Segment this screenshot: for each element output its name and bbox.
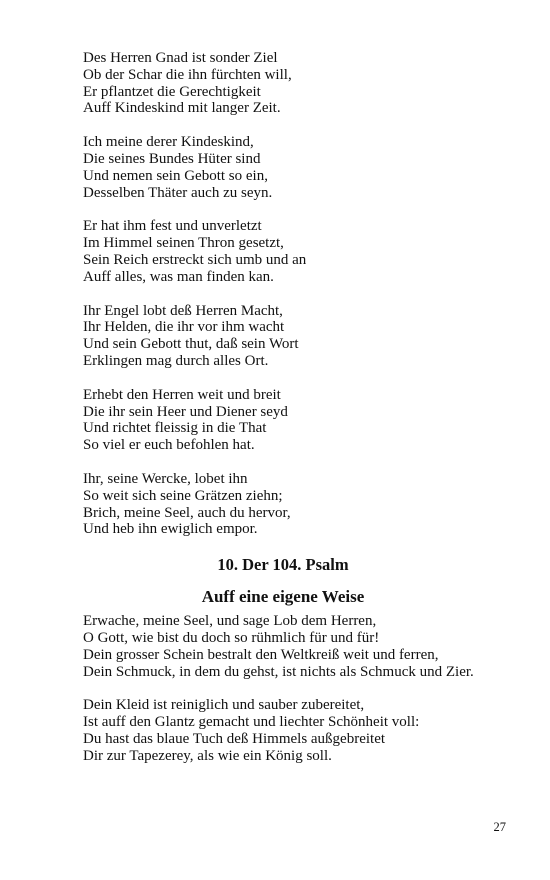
verse-line: Erwache, meine Seel, und sage Lob dem Herren, [83,613,377,630]
verse-line: Sein Reich erstreckt sich umb und an [83,251,307,268]
stanza [83,613,513,680]
verse-line: Dir zur Tapezerey, als wie ein König soll. [83,747,332,764]
verse-line: Brich, meine Seel, auch du hervor, [83,504,291,521]
stanza [83,471,513,538]
verse-line: Und sein Gebott thut, daß sein Wort [83,336,299,353]
verse-line: Und richtet fleissig in die That [83,420,267,437]
verse-line: Er hat ihm fest und unverletzt [83,218,262,235]
verse-line: Ich meine derer Kindeskind, [83,134,254,151]
stanza [83,218,513,285]
stanza [83,303,513,370]
verse-line: Erhebt den Herren weit und breit [83,386,281,403]
verse-line: Ob der Schar die ihn fürchten will, [83,66,292,83]
poem-part-one [83,50,513,538]
verse-line: Er pflantzet die Gerechtigkeit [83,83,261,100]
page-content [83,50,513,782]
psalm-heading: 10. Der 104. Psalm [217,555,349,575]
verse-line: Und nemen sein Gebott so ein, [83,167,268,184]
verse-line: O Gott, wie bist du doch so rühmlich für und für! [83,629,380,646]
stanza [83,387,513,454]
verse-line: Ihr Helden, die ihr vor ihm wacht [83,319,285,336]
verse-line: Du hast das blaue Tuch deß Himmels außgebreitet [83,730,386,747]
verse-line: Des Herren Gnad ist sonder Ziel [83,50,278,66]
verse-line: So weit sich seine Grätzen ziehn; [83,487,283,504]
verse-line: Desselben Thäter auch zu seyn. [83,184,273,201]
verse-line: Die ihr sein Heer und Diener seyd [83,403,288,420]
verse-line: Dein Kleid ist reiniglich und sauber zubereitet, [83,697,365,714]
verse-line: Ist auff den Glantz gemacht und liechter Schönheit voll: [83,714,420,731]
stanza [83,697,513,764]
verse-line: So viel er euch befohlen hat. [83,437,255,454]
verse-line: Und heb ihn ewiglich empor. [83,521,258,538]
verse-line: Auff Kindeskind mit langer Zeit. [83,100,281,117]
page-number: 27 [493,820,506,834]
verse-line: Die seines Bundes Hüter sind [83,150,261,167]
verse-line: Ihr Engel lobt deß Herren Macht, [83,302,283,319]
verse-line: Dein grosser Schein bestralt den Weltkreiß weit und ferren, [83,646,439,663]
verse-line: Ihr, seine Wercke, lobet ihn [83,470,248,487]
stanza [83,134,513,201]
verse-line: Dein Schmuck, in dem du gehst, ist nichts als Schmuck und Zier. [83,663,474,680]
verse-line: Im Himmel seinen Thron gesetzt, [83,235,284,252]
verse-line: Erklingen mag durch alles Ort. [83,352,269,369]
tune-heading: Auff eine eigene Weise [201,587,365,607]
verse-line: Auff alles, was man finden kan. [83,268,274,285]
stanza [83,50,513,117]
poem-part-two [83,613,513,764]
